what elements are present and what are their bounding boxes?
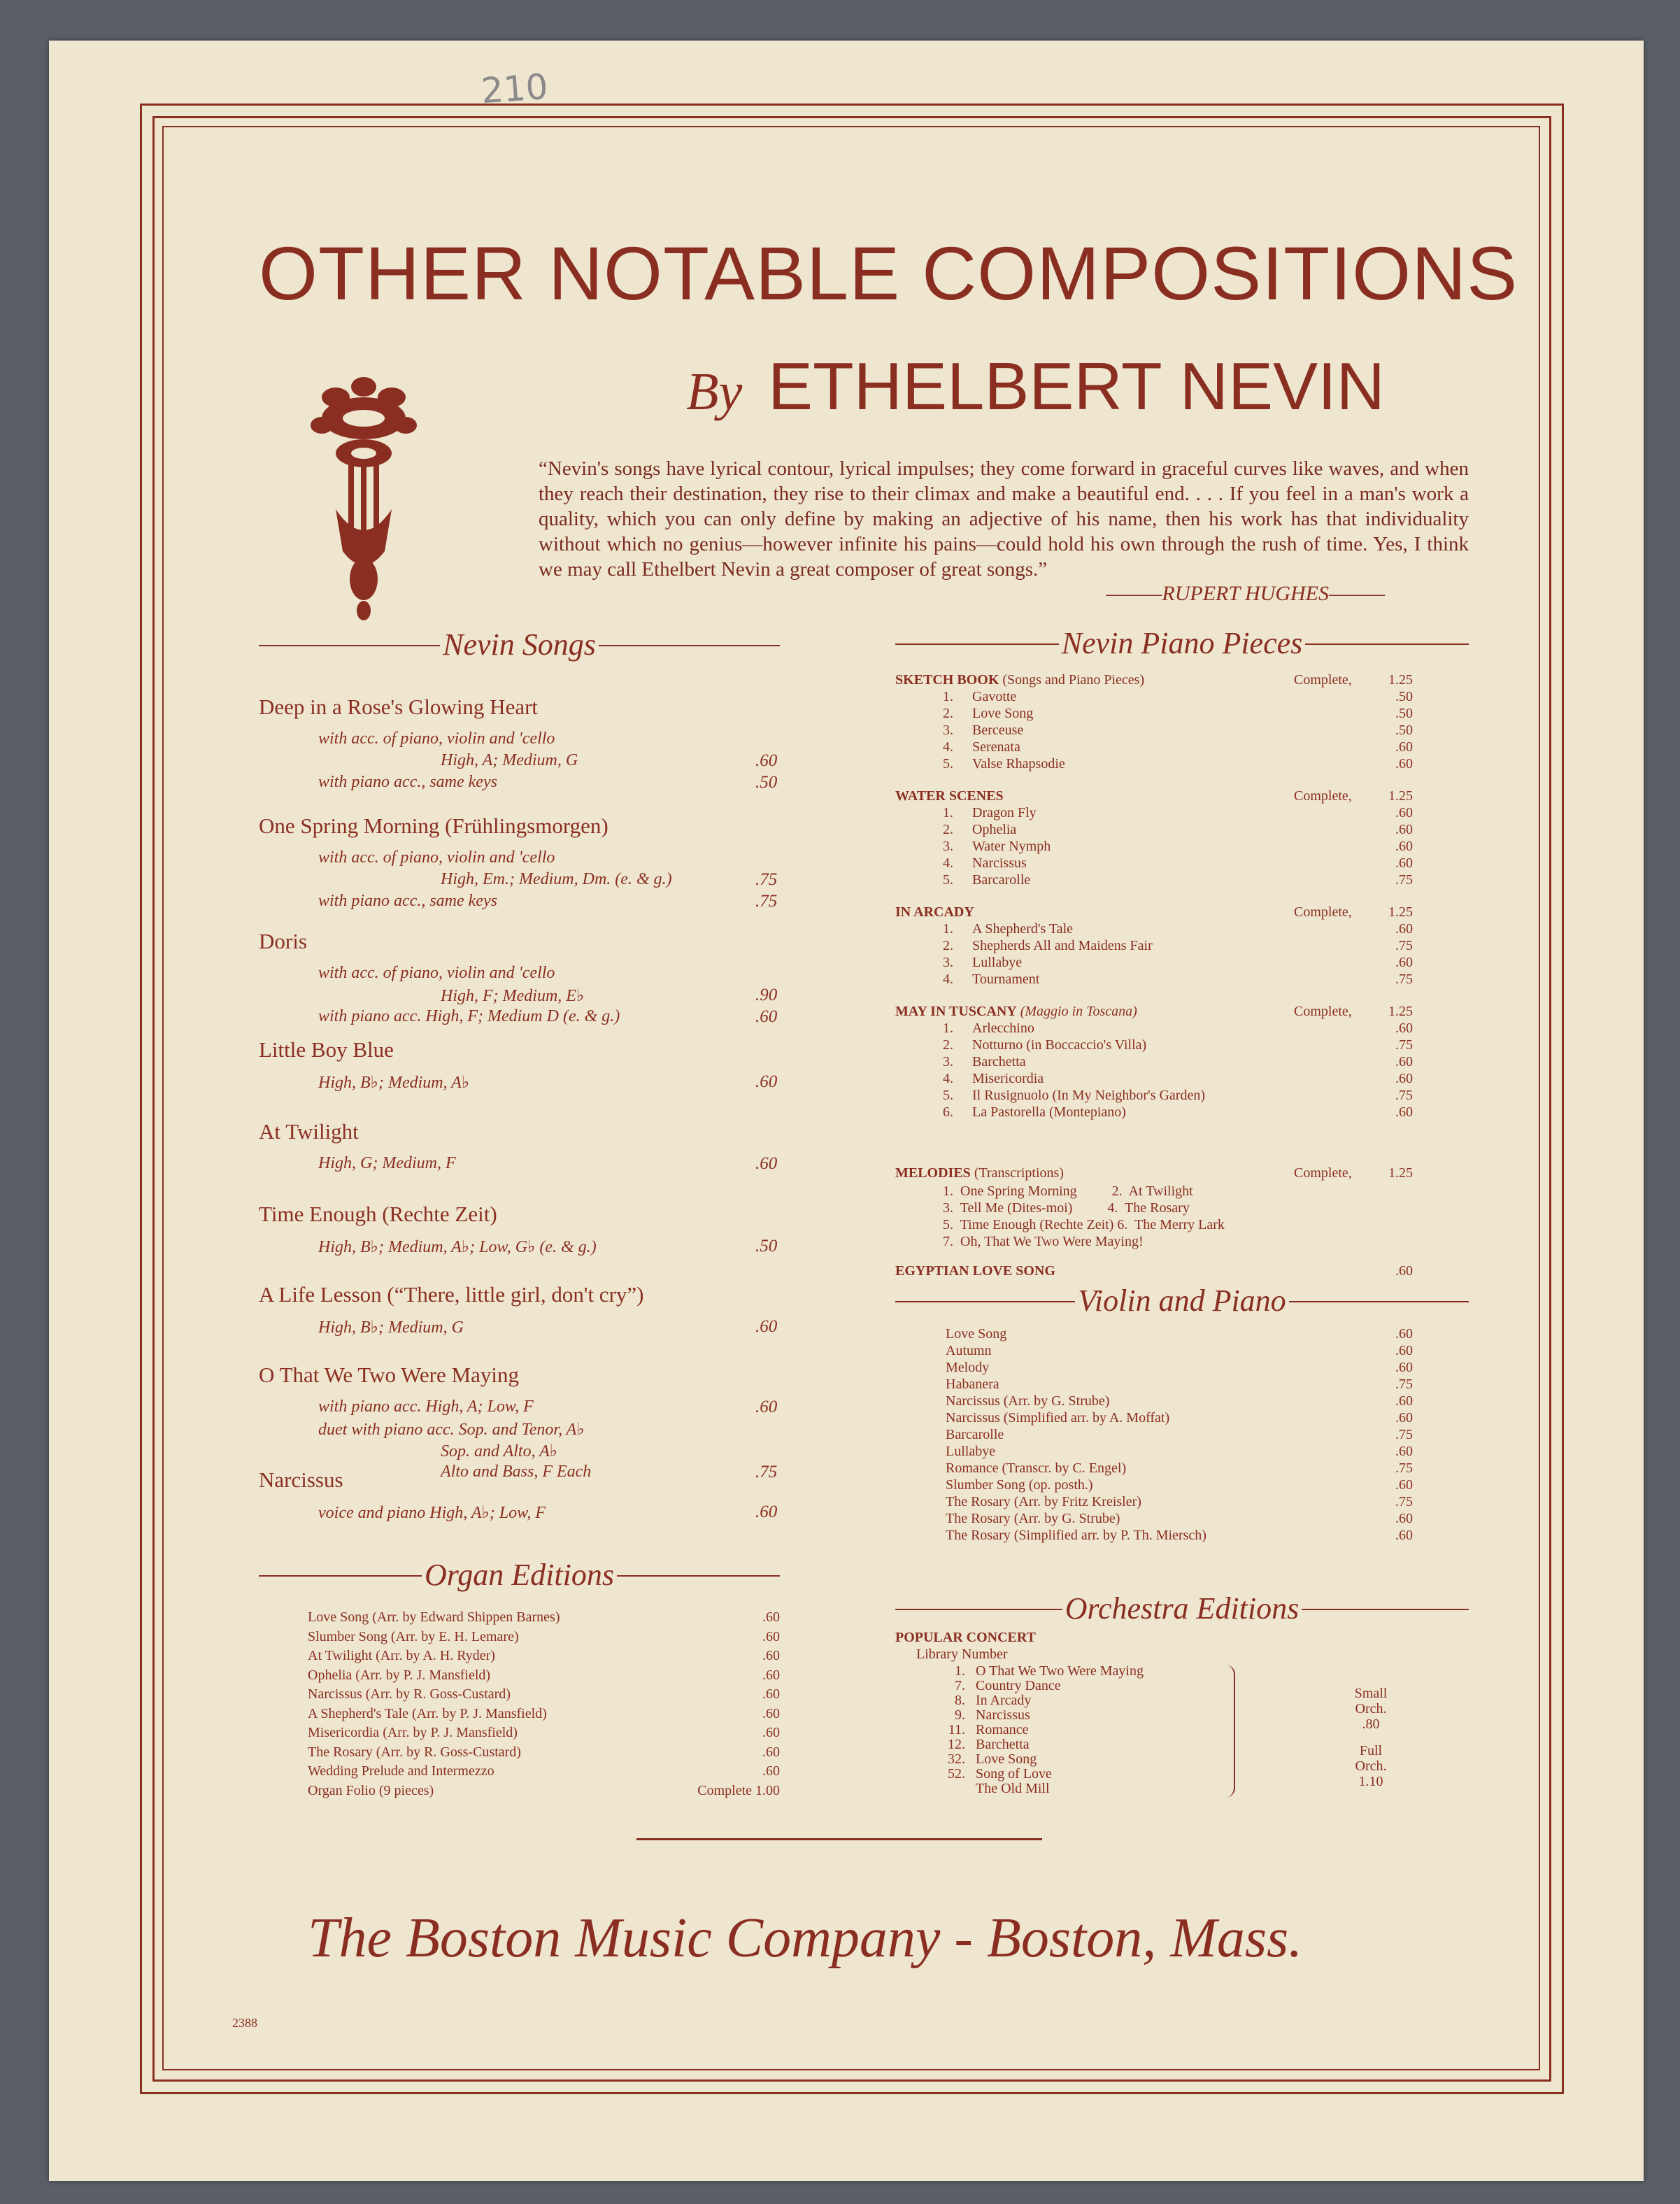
violin-price: .60 bbox=[1395, 1410, 1413, 1426]
piano-group-title: IN ARCADY bbox=[895, 904, 974, 920]
songs-heading-text: Nevin Songs bbox=[440, 627, 599, 662]
violin-item: Narcissus (Arr. by G. Strube) bbox=[946, 1393, 1110, 1409]
by-label: By bbox=[686, 362, 743, 421]
orchestra-number: 11. bbox=[948, 1722, 965, 1737]
piano-item: A Shepherd's Tale bbox=[972, 921, 1074, 937]
organ-item: Wedding Prelude and Intermezzo bbox=[308, 1763, 494, 1779]
piano-item-number: 6. bbox=[943, 1104, 953, 1120]
orchestra-item: The Old Mill bbox=[976, 1781, 1050, 1796]
song-detail: with acc. of piano, violin and 'cello bbox=[318, 848, 555, 867]
violin-price: .60 bbox=[1395, 1444, 1413, 1459]
organ-price: .60 bbox=[762, 1705, 780, 1721]
song-detail: High, B♭; Medium, A♭ bbox=[318, 1074, 470, 1092]
violin-price: .75 bbox=[1395, 1460, 1413, 1476]
orchestra-heading-text: Orchestra Editions bbox=[1062, 1591, 1302, 1626]
piano-item: La Pastorella (Montepiano) bbox=[972, 1104, 1126, 1120]
orchestra-library: Library Number bbox=[916, 1647, 1008, 1662]
piano-item-number: 3. bbox=[943, 955, 953, 970]
violin-item: Melody bbox=[946, 1360, 990, 1375]
piano-item: Barcarolle bbox=[972, 872, 1031, 888]
song-price: .50 bbox=[755, 773, 778, 792]
song-price: .50 bbox=[755, 1237, 778, 1256]
organ-price: .60 bbox=[762, 1725, 780, 1740]
melodies-complete: Complete, bbox=[1294, 1165, 1352, 1181]
song-price: .75 bbox=[755, 1463, 778, 1481]
piano-group-complete: Complete, bbox=[1294, 1004, 1352, 1019]
piano-group-subtitle: (Maggio in Toscana) bbox=[1016, 1004, 1137, 1019]
song-price: .60 bbox=[755, 1072, 778, 1091]
song-price: .60 bbox=[755, 1154, 778, 1173]
song-title: At Twilight bbox=[259, 1119, 359, 1144]
piano-item-price: .75 bbox=[1395, 972, 1413, 987]
song-title: A Life Lesson (“There, little girl, don't cry”) bbox=[259, 1282, 644, 1307]
orchestra-number: 12. bbox=[948, 1737, 965, 1752]
piano-item-number: 3. bbox=[943, 1054, 953, 1069]
quote-author: ———RUPERT HUGHES——— bbox=[1106, 582, 1385, 605]
song-detail: with piano acc., same keys bbox=[318, 892, 497, 910]
song-detail: Alto and Bass, F Each bbox=[441, 1463, 592, 1481]
song-title: Time Enough (Rechte Zeit) bbox=[259, 1202, 497, 1226]
piano-group-complete: Complete, bbox=[1294, 788, 1352, 804]
song-detail: High, F; Medium, E♭ bbox=[441, 987, 585, 1005]
piano-item-number: 4. bbox=[943, 972, 953, 987]
orchestra-number: 1. bbox=[955, 1663, 965, 1679]
footer-rule bbox=[636, 1838, 1042, 1840]
piano-item-price: .75 bbox=[1395, 1088, 1413, 1103]
violin-item: The Rosary (Arr. by Fritz Kreisler) bbox=[946, 1494, 1141, 1509]
violin-item: Slumber Song (op. posth.) bbox=[946, 1477, 1093, 1493]
orchestra-item: Song of Love bbox=[976, 1766, 1052, 1782]
piano-item: Ophelia bbox=[972, 822, 1017, 837]
piano-item: Water Nymph bbox=[972, 839, 1051, 854]
piano-item-price: .60 bbox=[1395, 1021, 1413, 1036]
violin-item: Barcarolle bbox=[946, 1427, 1004, 1442]
organ-heading-text: Organ Editions bbox=[422, 1558, 617, 1592]
orchestra-heading bbox=[895, 1591, 1469, 1626]
organ-price: Complete 1.00 bbox=[697, 1782, 780, 1798]
orchestra-item: In Arcady bbox=[976, 1693, 1032, 1708]
piano-item: Il Rusignuolo (In My Neighbor's Garden) bbox=[972, 1088, 1205, 1103]
piano-item: Barchetta bbox=[972, 1054, 1026, 1069]
song-detail: duet with piano acc. Sop. and Tenor, A♭ bbox=[318, 1421, 585, 1439]
song-price: .75 bbox=[755, 892, 778, 911]
composer-name: ETHELBERT NEVIN bbox=[767, 349, 1385, 424]
piano-item-price: .60 bbox=[1395, 1071, 1413, 1086]
orchestra-full: Full bbox=[1359, 1743, 1383, 1758]
orchestra-number: 52. bbox=[948, 1766, 965, 1782]
piano-item-price: .75 bbox=[1395, 872, 1413, 888]
piano-item: Narcissus bbox=[972, 855, 1027, 871]
song-detail: with piano acc. High, A; Low, F bbox=[318, 1398, 534, 1416]
piano-group-price: 1.25 bbox=[1388, 788, 1413, 804]
piano-item-price: .50 bbox=[1395, 689, 1413, 704]
orchestra-title: POPULAR CONCERT bbox=[895, 1630, 1036, 1645]
piano-item: Valse Rhapsodie bbox=[972, 756, 1065, 772]
piano-item-price: .60 bbox=[1395, 855, 1413, 871]
song-detail: with piano acc., same keys bbox=[318, 773, 497, 791]
orchestra-item: O That We Two Were Maying bbox=[976, 1663, 1144, 1679]
melodies-subtitle: (Transcriptions) bbox=[970, 1165, 1064, 1181]
song-detail: High, A; Medium, G bbox=[441, 751, 578, 769]
song-title: O That We Two Were Maying bbox=[259, 1363, 519, 1387]
piano-item: Dragon Fly bbox=[972, 805, 1037, 820]
violin-price: .75 bbox=[1395, 1494, 1413, 1509]
violin-price: .60 bbox=[1395, 1360, 1413, 1375]
organ-price: .60 bbox=[762, 1628, 780, 1644]
organ-heading bbox=[259, 1557, 780, 1593]
song-price: .60 bbox=[755, 1317, 778, 1336]
melodies-row: 5. Time Enough (Rechte Zeit) 6. The Merry Lark bbox=[943, 1217, 1225, 1232]
piano-heading bbox=[895, 625, 1469, 661]
piano-item-price: .50 bbox=[1395, 706, 1413, 721]
piano-item-price: .75 bbox=[1395, 938, 1413, 953]
organ-item: A Shepherd's Tale (Arr. by P. J. Mansfield) bbox=[308, 1705, 547, 1721]
orchestra-number: 7. bbox=[955, 1678, 965, 1693]
song-price: .60 bbox=[755, 1007, 778, 1026]
piano-item-number: 1. bbox=[943, 921, 953, 937]
melodies-title: MELODIES (Transcriptions) bbox=[895, 1165, 1064, 1181]
piano-item-number: 4. bbox=[943, 739, 953, 755]
orchestra-small: Orch. bbox=[1355, 1701, 1387, 1716]
piano-item-number: 5. bbox=[943, 872, 953, 888]
piano-item-price: .75 bbox=[1395, 1037, 1413, 1053]
egyptian-price: .60 bbox=[1395, 1263, 1413, 1279]
organ-price: .60 bbox=[762, 1609, 780, 1625]
piano-item-price: .60 bbox=[1395, 921, 1413, 937]
piano-item-price: .50 bbox=[1395, 723, 1413, 738]
orchestra-item: Narcissus bbox=[976, 1707, 1030, 1723]
orchestra-item: Love Song bbox=[976, 1751, 1037, 1767]
organ-item: Slumber Song (Arr. by E. H. Lemare) bbox=[308, 1628, 519, 1644]
piano-item-number: 4. bbox=[943, 1071, 953, 1086]
piano-item: Berceuse bbox=[972, 723, 1024, 738]
piano-item: Tournament bbox=[972, 972, 1040, 987]
violin-price: .75 bbox=[1395, 1377, 1413, 1392]
violin-price: .60 bbox=[1395, 1511, 1413, 1526]
organ-item: Love Song (Arr. by Edward Shippen Barnes) bbox=[308, 1609, 560, 1625]
orchestra-small: Small bbox=[1354, 1686, 1388, 1701]
piano-item-number: 5. bbox=[943, 756, 953, 772]
song-title: Little Boy Blue bbox=[259, 1037, 394, 1062]
violin-item: The Rosary (Simplified arr. by P. Th. Miersch) bbox=[946, 1528, 1206, 1543]
piano-item-number: 2. bbox=[943, 1037, 953, 1053]
organ-item: Organ Folio (9 pieces) bbox=[308, 1782, 434, 1798]
orchestra-number: 32. bbox=[948, 1751, 965, 1767]
orchestra-brace bbox=[1224, 1665, 1235, 1798]
song-title: One Spring Morning (Frühlingsmorgen) bbox=[259, 813, 608, 838]
piano-item-price: .60 bbox=[1395, 1054, 1413, 1069]
organ-price: .60 bbox=[762, 1744, 780, 1760]
orchestra-full: Orch. bbox=[1355, 1758, 1387, 1774]
song-title: Deep in a Rose's Glowing Heart bbox=[259, 695, 539, 719]
organ-item: At Twilight (Arr. by A. H. Ryder) bbox=[308, 1648, 495, 1663]
piano-item-price: .60 bbox=[1395, 955, 1413, 970]
violin-item: Narcissus (Simplified arr. by A. Moffat) bbox=[946, 1410, 1170, 1426]
piano-item-number: 2. bbox=[943, 706, 953, 721]
piano-item: Shepherds All and Maidens Fair bbox=[972, 938, 1153, 953]
organ-item: Ophelia (Arr. by P. J. Mansfield) bbox=[308, 1667, 491, 1683]
piano-item: Gavotte bbox=[972, 689, 1017, 704]
piano-group-subtitle: (Songs and Piano Pieces) bbox=[999, 672, 1145, 688]
violin-price: .60 bbox=[1395, 1393, 1413, 1409]
orchestra-item: Romance bbox=[976, 1722, 1029, 1737]
piano-item-price: .60 bbox=[1395, 822, 1413, 837]
violin-heading bbox=[895, 1283, 1469, 1318]
organ-price: .60 bbox=[762, 1763, 780, 1779]
violin-item: Love Song bbox=[946, 1326, 1007, 1342]
violin-heading-text: Violin and Piano bbox=[1075, 1284, 1288, 1318]
floral-emblem-icon bbox=[294, 369, 434, 621]
publisher-footer: The Boston Music Company - Boston, Mass. bbox=[308, 1907, 1303, 1969]
piano-item-number: 1. bbox=[943, 805, 953, 820]
violin-price: .75 bbox=[1395, 1427, 1413, 1442]
song-detail: High, Em.; Medium, Dm. (e. & g.) bbox=[441, 870, 672, 888]
organ-price: .60 bbox=[762, 1667, 780, 1683]
piano-item: Misericordia bbox=[972, 1071, 1044, 1086]
piano-item-number: 1. bbox=[943, 689, 953, 704]
song-detail: High, B♭; Medium, A♭; Low, G♭ (e. & g.) bbox=[318, 1238, 597, 1256]
piano-item: Arlecchino bbox=[972, 1021, 1034, 1036]
author-name: RUPERT HUGHES bbox=[1162, 582, 1329, 605]
song-price: .60 bbox=[755, 1398, 778, 1416]
songs-heading bbox=[259, 627, 780, 662]
orchestra-full: 1.10 bbox=[1358, 1774, 1383, 1789]
organ-price: .60 bbox=[762, 1648, 780, 1663]
violin-price: .60 bbox=[1395, 1343, 1413, 1358]
piano-item-number: 3. bbox=[943, 723, 953, 738]
piano-item: Serenata bbox=[972, 739, 1020, 755]
song-price: .90 bbox=[755, 986, 778, 1004]
page-title: OTHER NOTABLE COMPOSITIONS bbox=[259, 231, 1518, 315]
violin-price: .60 bbox=[1395, 1528, 1413, 1543]
song-detail: High, B♭; Medium, G bbox=[318, 1318, 464, 1337]
violin-price: .60 bbox=[1395, 1326, 1413, 1342]
orchestra-item: Barchetta bbox=[976, 1737, 1030, 1752]
piano-heading-text: Nevin Piano Pieces bbox=[1059, 626, 1306, 660]
organ-item: The Rosary (Arr. by R. Goss-Custard) bbox=[308, 1744, 521, 1760]
violin-price: .60 bbox=[1395, 1477, 1413, 1493]
song-detail: with acc. of piano, violin and 'cello bbox=[318, 730, 555, 748]
violin-item: Romance (Transcr. by C. Engel) bbox=[946, 1460, 1127, 1476]
piano-item: Lullabye bbox=[972, 955, 1023, 970]
composer-line bbox=[686, 348, 1385, 425]
melodies-price: 1.25 bbox=[1388, 1165, 1413, 1181]
piano-group-title: MAY IN TUSCANY (Maggio in Toscana) bbox=[895, 1004, 1137, 1019]
song-price: .60 bbox=[755, 1502, 778, 1521]
orchestra-number: 8. bbox=[955, 1693, 965, 1708]
piano-item: Notturno (in Boccaccio's Villa) bbox=[972, 1037, 1147, 1053]
orchestra-number: 9. bbox=[955, 1707, 965, 1723]
piano-item-number: 5. bbox=[943, 1088, 953, 1103]
piano-item-price: .60 bbox=[1395, 1104, 1413, 1120]
song-price: .60 bbox=[755, 751, 778, 770]
piano-item-number: 2. bbox=[943, 938, 953, 953]
violin-item: Lullabye bbox=[946, 1444, 996, 1459]
song-title: Doris bbox=[259, 929, 307, 953]
piano-group-price: 1.25 bbox=[1388, 672, 1413, 688]
sheet-page bbox=[49, 41, 1644, 2181]
song-price: .75 bbox=[755, 870, 778, 889]
piano-group-title: WATER SCENES bbox=[895, 788, 1004, 804]
piano-item-price: .60 bbox=[1395, 756, 1413, 772]
organ-price: .60 bbox=[762, 1686, 780, 1702]
violin-item: The Rosary (Arr. by G. Strube) bbox=[946, 1511, 1120, 1526]
piano-item-number: 1. bbox=[943, 1021, 953, 1036]
song-title: Narcissus bbox=[259, 1467, 343, 1492]
piano-group-title: SKETCH BOOK (Songs and Piano Pieces) bbox=[895, 672, 1145, 688]
melodies-row: 7. Oh, That We Two Were Maying! bbox=[943, 1234, 1144, 1249]
orchestra-item: Country Dance bbox=[976, 1678, 1061, 1693]
song-detail: High, G; Medium, F bbox=[318, 1154, 456, 1172]
violin-item: Autumn bbox=[946, 1343, 992, 1358]
organ-item: Narcissus (Arr. by R. Goss-Custard) bbox=[308, 1686, 511, 1702]
violin-item: Habanera bbox=[946, 1377, 999, 1392]
piano-item-price: .60 bbox=[1395, 739, 1413, 755]
piano-group-price: 1.25 bbox=[1388, 1004, 1413, 1019]
organ-item: Misericordia (Arr. by P. J. Mansfield) bbox=[308, 1725, 518, 1740]
egyptian-title: EGYPTIAN LOVE SONG bbox=[895, 1263, 1055, 1279]
pencil-note: 210 bbox=[480, 66, 550, 112]
song-detail: voice and piano High, A♭; Low, F bbox=[318, 1504, 546, 1522]
piano-item: Love Song bbox=[972, 706, 1034, 721]
piano-item-price: .60 bbox=[1395, 839, 1413, 854]
piano-group-complete: Complete, bbox=[1294, 904, 1352, 920]
melodies-row: 1. One Spring Morning 2. At Twilight bbox=[943, 1183, 1193, 1199]
piano-item-price: .60 bbox=[1395, 805, 1413, 820]
piano-group-complete: Complete, bbox=[1294, 672, 1352, 688]
piano-item-number: 3. bbox=[943, 839, 953, 854]
song-detail: with acc. of piano, violin and 'cello bbox=[318, 964, 555, 982]
song-detail: Sop. and Alto, A♭ bbox=[441, 1442, 558, 1460]
quote-text: “Nevin's songs have lyrical contour, lyrical impulses; they come forward in graceful curves like waves, and when they reach their destination, they rise to their climax and make a beautiful end. . . . If you feel in a man's work a quality, which you can only define by making an adjective of his name, then his work has that individuality without which no genius—however infinite his pains—could hold his own through the rush of time. Yes, I think we may call Ethelbert Nevin a great composer of great songs.” bbox=[539, 457, 1469, 581]
piano-item-number: 2. bbox=[943, 822, 953, 837]
plate-number: 2388 bbox=[232, 2016, 257, 2030]
piano-group-price: 1.25 bbox=[1388, 904, 1413, 920]
song-detail: with piano acc. High, F; Medium D (e. & g.) bbox=[318, 1007, 620, 1025]
orchestra-small: .80 bbox=[1362, 1716, 1380, 1732]
piano-item-number: 4. bbox=[943, 855, 953, 871]
melodies-row: 3. Tell Me (Dites-moi) 4. The Rosary bbox=[943, 1200, 1190, 1216]
